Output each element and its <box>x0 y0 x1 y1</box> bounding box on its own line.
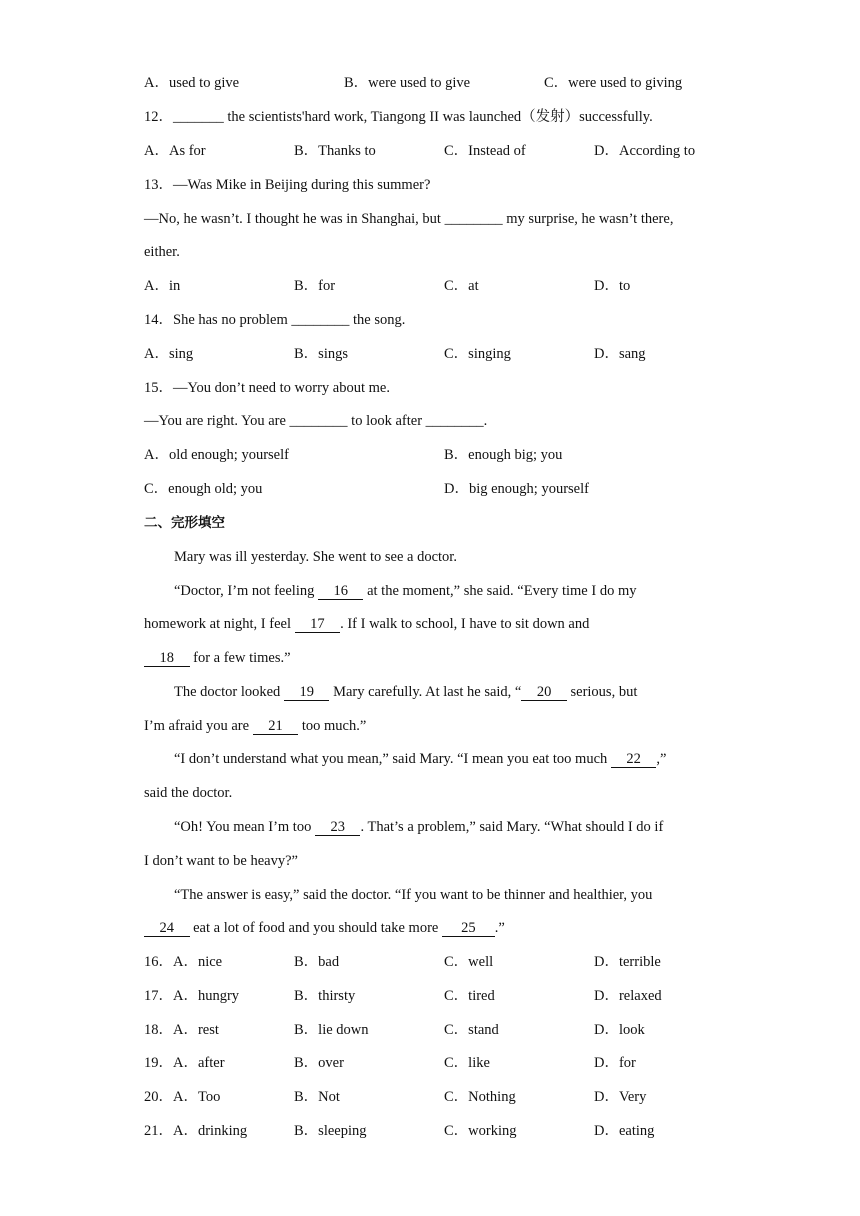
choice-18-option-b: B．lie down <box>294 1022 369 1038</box>
q13-line3: either. <box>144 244 180 260</box>
q13-stem: 13．—Was Mike in Beijing during this summer? <box>144 177 431 193</box>
text-span: eat a lot of food and you should take more <box>189 920 442 936</box>
q12-option-c: C．Instead of <box>444 143 526 159</box>
q13-line2: —No, he wasn’t. I thought he was in Shanghai, but ________ my surprise, he wasn’t there, <box>144 211 674 227</box>
passage-p6-line1: “The answer is easy,” said the doctor. “If you want to be thinner and healthier, you <box>174 887 653 903</box>
text-span: “Doctor, I’m not feeling <box>174 583 318 599</box>
q12-option-a: A．As for <box>144 143 206 159</box>
q15-stem: 15．—You don’t need to worry about me. <box>144 380 390 396</box>
choice-21-option-c: C．working <box>444 1123 517 1139</box>
choice-17-option-b: B．thirsty <box>294 988 356 1004</box>
blank-21: 21 <box>253 718 298 734</box>
q14-option-d: D．sang <box>594 346 646 362</box>
choice-20-option-d: D．Very <box>594 1089 647 1105</box>
choice-20-option-c: C．Nothing <box>444 1089 516 1105</box>
choice-18 <box>144 1020 219 1040</box>
q12-stem: 12．_______ the scientists'hard work, Tiangong II was launched（发射）successfully. <box>144 109 653 125</box>
choice-number: 19． <box>144 1055 173 1071</box>
text-span: . That’s a problem,” said Mary. “What should I do if <box>360 819 664 835</box>
passage-p2-line1 <box>174 581 740 601</box>
choice-19 <box>144 1053 225 1073</box>
text-span: Mary carefully. At last he said, “ <box>329 684 522 700</box>
choice-18-option-c: C．stand <box>444 1022 499 1038</box>
text-span: The doctor looked <box>174 684 284 700</box>
text-span: .” <box>494 920 505 936</box>
choice-21-option-b: B．sleeping <box>294 1123 367 1139</box>
text-span: . If I walk to school, I have to sit down and <box>340 616 590 632</box>
blank-19: 19 <box>284 684 329 700</box>
choice-option-a: A．rest <box>173 1022 219 1038</box>
choice-18-option-d: D．look <box>594 1022 645 1038</box>
text-span: too much.” <box>298 718 367 734</box>
passage-p3-line1 <box>174 682 740 702</box>
text-span: I’m afraid you are <box>144 718 253 734</box>
choice-number: 16． <box>144 954 173 970</box>
passage-p5-line2: I don’t want to be heavy?” <box>144 853 298 869</box>
choice-16-option-c: C．well <box>444 954 494 970</box>
choice-19-option-d: D．for <box>594 1055 636 1071</box>
q13-option-c: C．at <box>444 278 479 294</box>
text-span: for a few times.” <box>189 650 291 666</box>
blank-23: 23 <box>315 819 360 835</box>
q15-option-c: C．enough old; you <box>144 481 263 497</box>
q13-option-d: D．to <box>594 278 631 294</box>
choice-16-option-b: B．bad <box>294 954 340 970</box>
text-span: ,” <box>656 751 667 767</box>
q14-stem: 14．She has no problem ________ the song. <box>144 312 406 328</box>
passage-p3-line2 <box>144 716 740 736</box>
choice-20 <box>144 1087 220 1107</box>
passage-p1: Mary was ill yesterday. She went to see a doctor. <box>174 549 457 565</box>
choice-17-option-c: C．tired <box>444 988 495 1004</box>
passage-p6-line2 <box>144 918 740 938</box>
blank-24: 24 <box>145 920 189 936</box>
blank-22: 22 <box>611 751 656 767</box>
passage-p4-line1 <box>174 749 740 769</box>
blank-25: 25 <box>442 920 494 936</box>
choice-option-a: A．after <box>173 1055 225 1071</box>
choice-option-a: A．drinking <box>173 1123 248 1139</box>
blank-17: 17 <box>295 616 340 632</box>
choice-19-option-b: B．over <box>294 1055 344 1071</box>
q14-option-a: A．sing <box>144 346 194 362</box>
choice-21-option-d: D．eating <box>594 1123 655 1139</box>
choice-19-option-c: C．like <box>444 1055 490 1071</box>
q11-option-c: C．were used to giving <box>544 75 683 91</box>
blank-16: 16 <box>318 583 363 599</box>
choice-16-option-d: D．terrible <box>594 954 661 970</box>
text-span: “I don’t understand what you mean,” said Mary. “I mean you eat too much <box>174 751 611 767</box>
choice-number: 21． <box>144 1123 173 1139</box>
choice-17-option-d: D．relaxed <box>594 988 662 1004</box>
q11-option-b: B．were used to give <box>344 75 471 91</box>
choice-16 <box>144 952 222 972</box>
q15-option-a: A．old enough; yourself <box>144 447 289 463</box>
choice-option-a: A．hungry <box>173 988 240 1004</box>
q14-option-c: C．singing <box>444 346 511 362</box>
text-span: homework at night, I feel <box>144 616 295 632</box>
choice-option-a: A．Too <box>173 1089 221 1105</box>
passage-p2-line2 <box>144 614 740 634</box>
q12-option-d: D．According to <box>594 143 696 159</box>
q15-option-b: B．enough big; you <box>444 447 563 463</box>
q14-option-b: B．sings <box>294 346 348 362</box>
text-span: “Oh! You mean I’m too <box>174 819 315 835</box>
q12-option-b: B．Thanks to <box>294 143 376 159</box>
section-heading-cloze: 二、完形填空 <box>144 515 225 531</box>
choice-20-option-b: B．Not <box>294 1089 340 1105</box>
passage-p2-line3 <box>144 648 740 668</box>
passage-p4-line2: said the doctor. <box>144 785 233 801</box>
q11-option-a: A．used to give <box>144 75 240 91</box>
blank-20: 20 <box>522 684 566 700</box>
q15-option-d: D．big enough; yourself <box>444 481 589 497</box>
q13-option-b: B．for <box>294 278 336 294</box>
choice-number: 18． <box>144 1022 173 1038</box>
text-span: at the moment,” she said. “Every time I do my <box>363 583 637 599</box>
choice-number: 20． <box>144 1089 173 1105</box>
choice-21 <box>144 1121 247 1141</box>
text-span: serious, but <box>566 684 638 700</box>
choice-number: 17． <box>144 988 173 1004</box>
choice-17 <box>144 986 239 1006</box>
blank-18: 18 <box>145 650 189 666</box>
choice-option-a: A．nice <box>173 954 223 970</box>
q15-line2: —You are right. You are ________ to look after ________. <box>144 413 488 429</box>
passage-p5-line1 <box>174 817 740 837</box>
q13-option-a: A．in <box>144 278 181 294</box>
